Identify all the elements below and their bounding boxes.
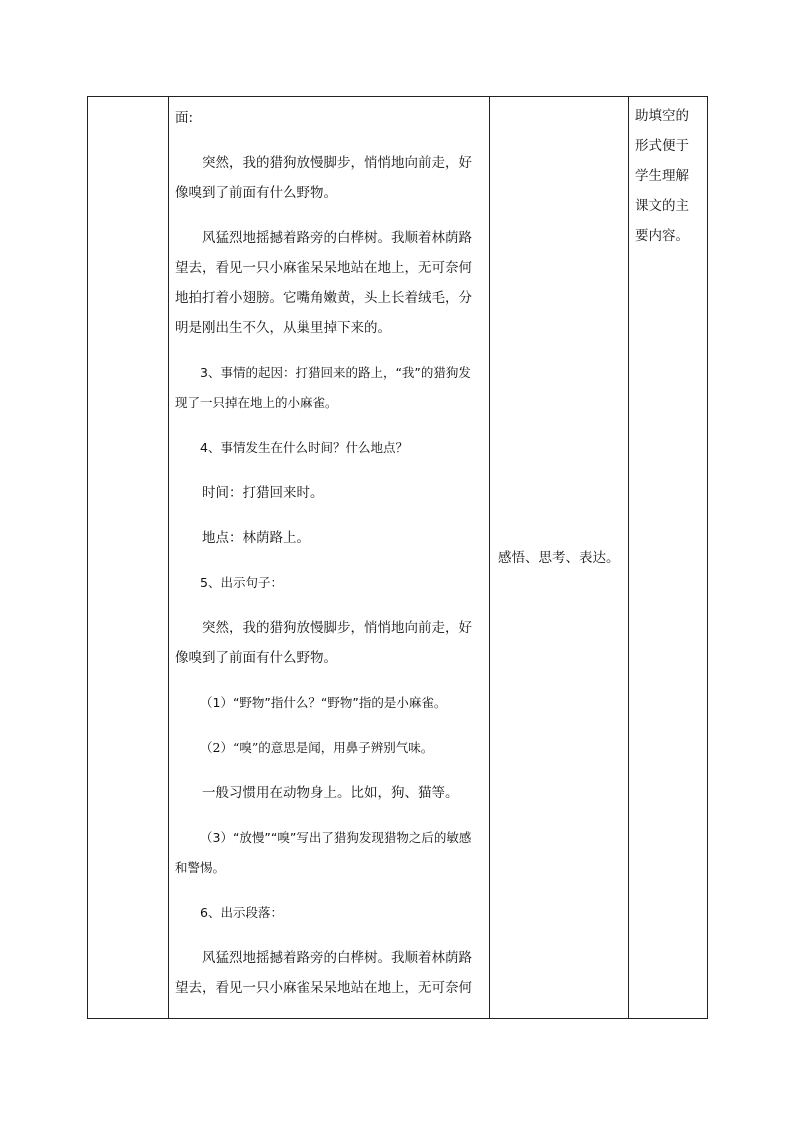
student-activity-text: 感悟、思考、表达。 xyxy=(498,549,620,566)
paragraph-step-5: 5、出示句子： xyxy=(200,575,283,590)
paragraph-intro: 面: xyxy=(175,110,194,126)
paragraph-note-2: （2）“嗅”的意思是闻，用鼻子辨别气味。 xyxy=(200,740,434,755)
paragraph-quote-1: 突然，我的猎狗放慢脚步，悄悄地向前走，好像嗅到了前面有什么野物。 xyxy=(175,155,472,201)
student-activity-cell xyxy=(490,97,629,1019)
teaching-process-cell xyxy=(169,97,490,1019)
paragraph-sentence: 突然，我的猎狗放慢脚步，悄悄地向前走，好像嗅到了前面有什么野物。 xyxy=(175,620,472,666)
design-intent-text: 助填空的形式便于学生理解课文的主要内容。 xyxy=(635,108,689,244)
paragraph-cause: 3、事情的起因：打猎回来的路上，“我”的猎狗发现了一只掉在地上的小麻雀。 xyxy=(175,365,471,410)
paragraph-quote-3: 风猛烈地摇撼着路旁的白桦树。我顺着林荫路望去，看见一只小麻雀呆呆地站在地上，无可奈何 xyxy=(175,950,472,996)
paragraph-question-4: 4、事情发生在什么时间？什么地点？ xyxy=(200,440,408,455)
lesson-plan-table xyxy=(87,96,708,1019)
paragraph-usage: 一般习惯用在动物身上。比如，狗、猫等。 xyxy=(202,785,459,801)
paragraph-note-1: （1）“野物”指什么？“野物”指的是小麻雀。 xyxy=(200,695,447,710)
paragraph-step-6: 6、出示段落： xyxy=(200,905,283,920)
empty-cell xyxy=(88,97,169,1019)
design-intent-cell xyxy=(629,97,708,1019)
paragraph-time: 时间：打猎回来时。 xyxy=(202,485,324,501)
paragraph-quote-2: 风猛烈地摇撼着路旁的白桦树。我顺着林荫路望去，看见一只小麻雀呆呆地站在地上，无可奈何地拍打着小翅膀。它嘴角嫩黄，头上长着绒毛，分明是刚出生不久，从巢里掉下来的。 xyxy=(175,230,472,336)
paragraph-place: 地点：林荫路上。 xyxy=(202,530,310,546)
table-row xyxy=(88,97,708,1019)
paragraph-note-3: （3）“放慢”“嗅”写出了猎狗发现猎物之后的敏感和警惕。 xyxy=(175,830,472,875)
